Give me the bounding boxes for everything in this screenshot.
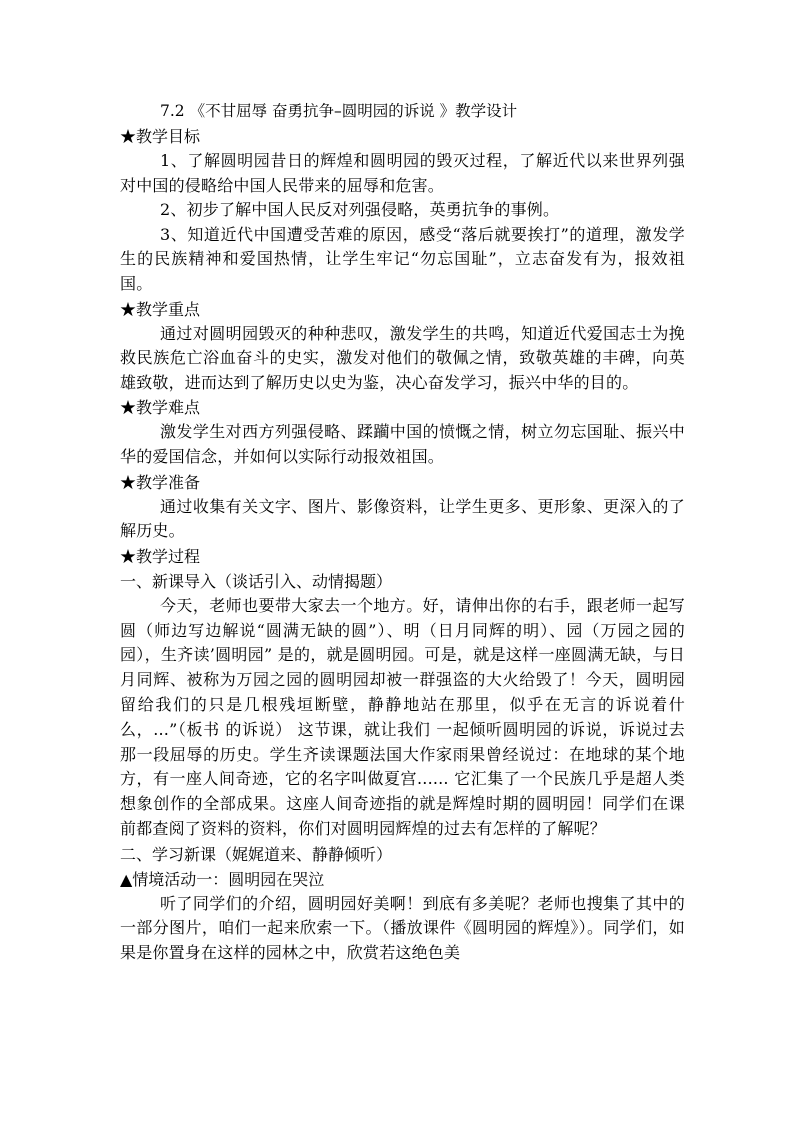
process-part1-heading: 一、新课导入（谈话引入、动情揭题） — [120, 571, 393, 591]
goal-item-1: 1、了解圆明园昔日的辉煌和圆明园的毁灭过程，了解近代以来世界列强对中国的侵略给中国人民带来的屈辱和危害。 — [120, 151, 685, 195]
preparation-text: 通过收集有关文字、图片、影像资料，让学生更多、更形象、更深入的了解历史。 — [120, 496, 685, 541]
process-part1-text: 今天，老师也要带大家去一个地方。好，请伸出你的右手，跟老师一起写圆（师边写边解说“圆满无缺的圆”）、明（日月同辉的明）、园（万园之园的园），生齐读’圆明园” 是的，就是圆明园。可是，就是这样一座圆满无缺，与日月同辉、被称为万园之园的圆明园却被一群强盗的大火给毁了！今天，圆明园留给我们的只是几根残垣断壁，静静地站在那里，似乎在无言的诉说着什么，...”（板书 的诉说） 这节课，就让我们 一起倾听圆明园的诉说，诉说过去那一段屈辱的历史。学生齐读课题法国大作家雨果曾经说过：在地球的某个地方，有一座人间奇迹，它的名字叫做夏宫...... 它汇集了一个民族几乎是超人类想象创作的全部成果。这座人间奇迹指的就是辉煌时期的圆明园！同学们在课前都查阅了资料的资料，你们对圆明园辉煌的过去有怎样的了解呢？ — [120, 595, 685, 838]
section-heading-difficulties: ★教学难点 — [120, 398, 201, 418]
document-title: 7.2 《不甘屈辱 奋勇抗争–圆明园的诉说 》教学设计 — [160, 102, 518, 120]
section-heading-key-points: ★教学重点 — [120, 299, 201, 319]
section-heading-goals: ★教学目标 — [120, 127, 201, 146]
key-points-text: 通过对圆明园毁灭的种种悲叹，激发学生的共鸣，知道近代爱国志士为挽救民族危亡浴血奋斗的史实，激发对他们的敬佩之情，致敬英雄的丰碑，向英雄致敬，进而达到了解历史以史为鉴，决心奋发学习，振兴中华的目的。 — [120, 323, 685, 392]
goal-item-2: 2、初步了解中国人民反对列强侵略，英勇抗争的事例。 — [160, 200, 560, 220]
process-part2-heading: 二、学习新课（娓娓道来、静静倾听） — [120, 844, 393, 864]
section-heading-process: ★教学过程 — [120, 546, 201, 566]
goal-item-3: 3、知道近代中国遭受苦难的原因，感受“落后就要挨打”的道理，激发学生的民族精神和爱国热情，让学生牢记“勿忘国耻”，立志奋发有为，报效祖国。 — [120, 224, 685, 293]
activity1-text: 听了同学们的介绍，圆明园好美啊！到底有多美呢？老师也搜集了其中的一部分图片，咱们一起来欣索一下。（播放课件《圆明园的辉煌》）。同学们，如果是你置身在这样的园林之中，欣赏若这绝色美 — [120, 893, 685, 962]
activity1-heading: ▲情境活动一：圆明园在哭泣 — [120, 869, 325, 889]
document-page — [120, 98, 685, 965]
difficulties-text: 激发学生对西方列强侵略、蹂躏中国的愤慨之情，树立勿忘国耻、振兴中华的爱国信念，并如何以实际行动报效祖国。 — [120, 422, 685, 466]
section-heading-preparation: ★教学准备 — [120, 472, 201, 492]
